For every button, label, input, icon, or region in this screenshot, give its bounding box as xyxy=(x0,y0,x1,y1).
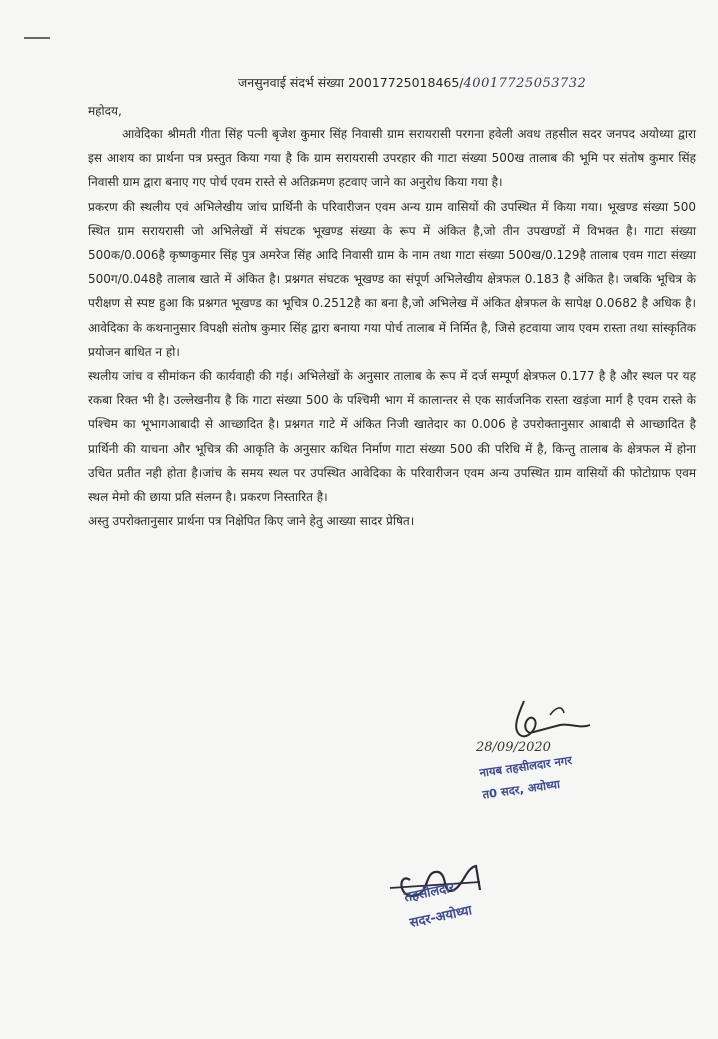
stamp-2-line-2: सदर-अयोध्या xyxy=(408,903,474,931)
paragraph-conclusion: अस्तु उपरोक्तानुसार प्रार्थना पत्र निक्षेपित किए जाने हेतु आख्या सादर प्रेषित। xyxy=(88,514,415,529)
reference-label: जनसुनवाई संदर्भ संख्या 20017725018465/ xyxy=(238,75,464,90)
salutation: महोदय, xyxy=(88,104,122,118)
paragraph-demarcation: स्थलीय जांच व सीमांकन की कार्यवाही की गई। अभिलेखों के अनुसार तालाब के रूप में दर्ज सम्पूर्ण क्षेत्रफल 0.177 है है और स्थल पर यह रकबा रिक्त भी है। उल्लेखनीय है कि गाटा संख्या 500 के पश्चिमी भाग में कालान्तर से एक सार्वजनिक रास्ता खड़ंजा मार्ग है एवम रास्ते के पश्चिम का भूभागआबादी से आच्छादित है। प्रश्नगत गाटे में अंकित निजी खातेदार का 0.006 हे उपरोक्तानुसार आबादी से आच्छादित है प्रार्थिनी की याचना और भूचित्र की आकृति के अनुसार कथित निर्माण गाटा संख्या 500 की परिधि में है, किन्तु तालाब के क्षेत्रफल में होना उचित प्रतीत नही होता है।जांच के समय स्थल पर उपस्थित आवेदिका के परिवारीजन एवम अन्य उपस्थित ग्राम वासियों की फोटोग्राफ एवम स्थल मेमो की छाया प्रति संलग्न है। प्रकरण निस्तारित है। xyxy=(88,369,696,505)
corner-mark xyxy=(24,37,50,39)
tehsildar-stamp xyxy=(380,850,550,970)
paragraph-application: आवेदिका श्रीमती गीता सिंह पत्नी बृजेश कुमार सिंह निवासी ग्राम सरायरासी परगना हवेली अवध तहसील सदर जनपद अयोध्या द्वारा इस आशय का प्रार्थना पत्र प्रस्तुत किया गया है कि ग्राम सरायरासी उपरहार की गाटा संख्या 500ख तालाब की भूमि पर संतोष कुमार सिंह निवासी ग्राम द्वारा बनाए गए पोर्च एवम रास्ते से अतिक्रमण हटवाए जाने का अनुरोध किया गया है। xyxy=(88,127,696,190)
stamp-1-line-1: नायब तहसीलदार नगर xyxy=(478,752,573,780)
stamp-2-line-1: तहसीलदार xyxy=(403,880,456,906)
stamp-1-line-2: त0 सदर, अयोध्या xyxy=(481,776,561,802)
paragraph-inspection: प्रकरण की स्थलीय एवं अभिलेखीय जांच प्रार्थिनी के परिवारीजन एवम अन्य ग्राम वासियों की उपस्थित में किया गया। भूखण्ड संख्या 500 स्थित ग्राम सरायरासी जो अभिलेखों में संघटक भूखण्ड संख्या के रूप में अंकित है,जो तीन उपखण्डों में विभक्त है। गाटा संख्या 500क/0.006है कृष्णकुमार सिंह पुत्र अमरेज सिंह आदि निवासी ग्राम के नाम तथा गाटा संख्या 500ख/0.129है तालाब एवम गाटा संख्या 500ग/0.048है तालाब खाते में अंकित है। प्रश्नगत संघटक भूखण्ड का संपूर्ण अभिलेखीय क्षेत्रफल 0.183 है अंकित है। जबकि भूचित्र के परीक्षण से स्पष्ट हुआ कि प्रश्नगत भूखण्ड का भूचित्र 0.2512है का बना है,जो अभिलेख में अंकित क्षेत्रफल के सापेक्ष 0.0682 है अधिक है। आवेदिका के कथनानुसार विपक्षी संतोष कुमार सिंह द्वारा बनाया गया पोर्च तालाब में निर्मित है, जिसे हटवाया जाय एवम रास्ता तथा सांस्कृतिक प्रयोजन बाधित न हो। xyxy=(88,199,696,359)
signature-date: 28/09/2020 xyxy=(476,740,551,755)
letter-body xyxy=(88,122,696,533)
stamp-2-text xyxy=(402,873,474,937)
reference-line xyxy=(238,74,698,91)
reference-handwritten-number: 40017725053732 xyxy=(463,76,587,91)
